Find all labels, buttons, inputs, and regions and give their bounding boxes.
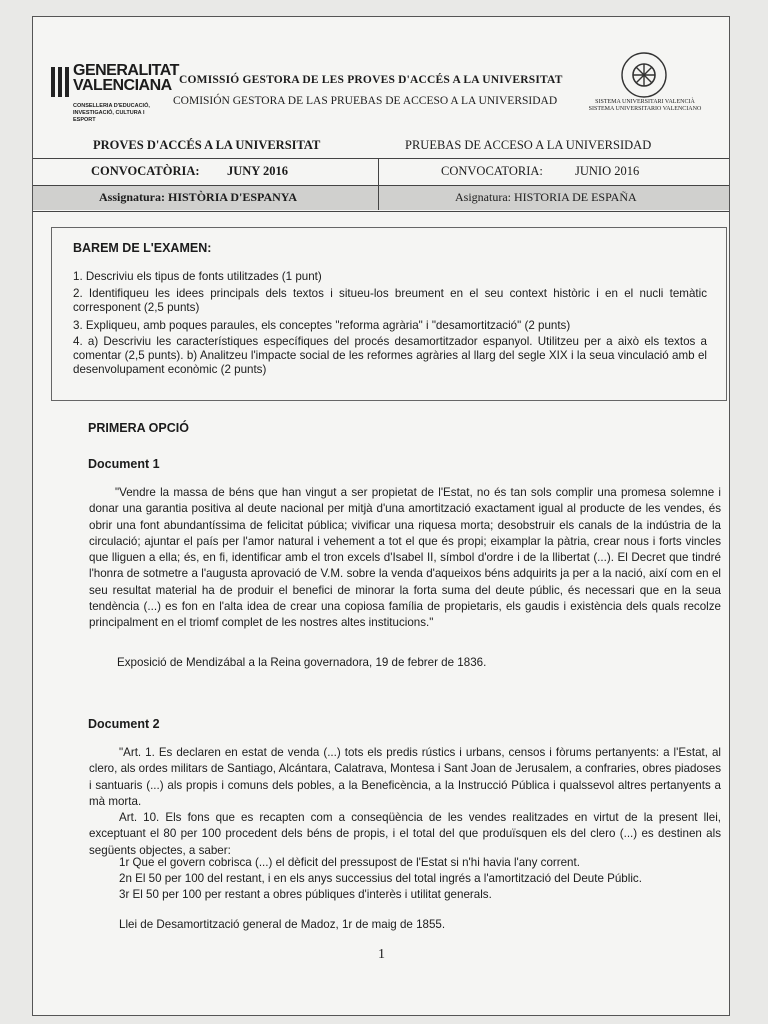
generalitat-logo-icon	[49, 65, 71, 99]
option-title: PRIMERA OPCIÓ	[88, 421, 189, 435]
convocatoria-value-es: JUNIO 2016	[575, 164, 640, 178]
exam-title-va: PROVES D'ACCÉS A LA UNIVERSITAT	[93, 138, 321, 152]
barem-item-2: 2. Identifiqueu les idees principals dels textos i situeu-los breument en el seu context històric i en el nucli temàtic corresponent (2,5 punts)	[73, 287, 707, 314]
generalitat-name: GENERALITAT	[73, 62, 179, 79]
exam-page	[32, 16, 730, 1016]
convocatoria-label-es: CONVOCATORIA:	[441, 164, 543, 178]
conselleria-name: CONSELLERIA D'EDUCACIÓ, INVESTIGACIÓ, CULTURA I ESPORT	[73, 103, 150, 123]
table-row-divider	[33, 185, 729, 186]
document-1-source: Exposició de Mendizábal a la Reina governadora, 19 de febrer de 1836.	[117, 656, 487, 669]
convocatoria-label-va: CONVOCATÒRIA:	[91, 164, 200, 178]
document-2-item-3: 3r El 50 per 100 per restant a obres públiques d'interès i utilitat generals.	[119, 888, 492, 901]
exam-title-es: PRUEBAS DE ACCESO A LA UNIVERSIDAD	[405, 138, 652, 152]
page-number: 1	[378, 947, 385, 962]
document-2-article-1: "Art. 1. Es declaren en estat de venda (...) tots els predis rústics i urbans, censos i fòrums pertanyents: a l'Estat, al clero, als ordes militars de Santiago, Alcántara, Calatrava, Montesa i Sant Joan de Jerusalem, a confraries, obres piadoses i santuaris (...) als propis i comuns dels pobles, a la Beneficència, a la Instrucció Pública i qualssevol altres pertanyents a mà morta.	[89, 746, 721, 808]
document-2-article-10: Art. 10. Els fons que es recapten com a conseqüència de les vendes realitzades en virtut de la present llei, exceptuant el 80 per 100 procedent dels béns de propis, i el total del que produïsquen els del clero (...) es destinen als següents objectes, a saber:	[89, 811, 721, 857]
barem-item-4: 4. a) Descriviu les característiques específiques del procés desamortitzador espanyol. Utilitzeu per a això els textos a comentar (2,5 punts). b) Analitzeu l'impacte social de les reformes agràries al llarg del segle XIX i la seua vinculació amb el desenvolupament econòmic (2 punts)	[73, 335, 707, 376]
document-2-item-1: 1r Que el govern cobrisca (...) el dèficit del pressupost de l'Estat si n'hi havia l'any corrent.	[119, 856, 580, 869]
convocatoria-value-va: JUNY 2016	[227, 164, 288, 178]
commission-title-va: COMISSIÓ GESTORA DE LES PROVES D'ACCÉS A LA UNIVERSITAT	[179, 74, 563, 86]
barem-item-1: 1. Descriviu els tipus de fonts utilitzades (1 punt)	[73, 270, 322, 283]
valenciana-name: VALENCIANA	[73, 77, 172, 94]
system-name-va: SISTEMA UNIVERSITARI VALENCIÀ	[595, 99, 695, 105]
subject-es: Asignatura: HISTORIA DE ESPAÑA	[455, 190, 637, 204]
table-divider	[378, 158, 379, 210]
document-1-text: "Vendre la massa de béns que han vingut a ser propietat de l'Estat, no és tan sols complir una promesa solemne i donar una garantia positiva al deute nacional per mitjà d'una amortització exactament igual al producte de les vendes, és obrir una font abundantíssima de felicitat pública; vivificar una riquesa morta; desobstruir els canals de la indústria de la circulació; ajuntar el país per l'amor natural i vehement a tot el que és propi; eixamplar la pàtria, crear nous i forts vincles que lliguen a ella; és, en fi, identificar amb el tron excels d'Isabel II, símbol d'ordre i de la llibertat (...). El Decret que tindré l'honra de sotmetre a l'augusta aprovació de V.M. sobre la venda d'aqueixos béns adquirits ja per a la nació, així com en el seu resultat material ha de produir el benefici de minorar la forta suma del deute públic, és necessari que en la seua tendència (...) es fon en l'alta idea de crear una copiosa família de propietaris, els gaudis i existència dels quals recolze principalment en el triomf complet de les nostres altes institucions."	[89, 486, 721, 630]
document-2-item-2: 2n El 50 per 100 del restant, i en els anys successius del total ingrés a l'amortització del Deute Públic.	[119, 872, 642, 885]
subject-va: Assignatura: HISTÒRIA D'ESPANYA	[99, 190, 298, 204]
document-1-title: Document 1	[88, 457, 160, 471]
document-2-source: Llei de Desamortització general de Madoz, 1r de maig de 1855.	[119, 918, 446, 931]
document-2-title: Document 2	[88, 717, 160, 731]
barem-item-3: 3. Expliqueu, amb poques paraules, els conceptes "reforma agrària" i "desamortització" (2 punts)	[73, 319, 571, 332]
commission-title-es: COMISIÓN GESTORA DE LAS PRUEBAS DE ACCESO A LA UNIVERSIDAD	[173, 95, 558, 107]
system-name-es: SISTEMA UNIVERSITARIO VALENCIANO	[588, 106, 702, 112]
barem-title: BAREM DE L'EXAMEN:	[73, 241, 212, 255]
